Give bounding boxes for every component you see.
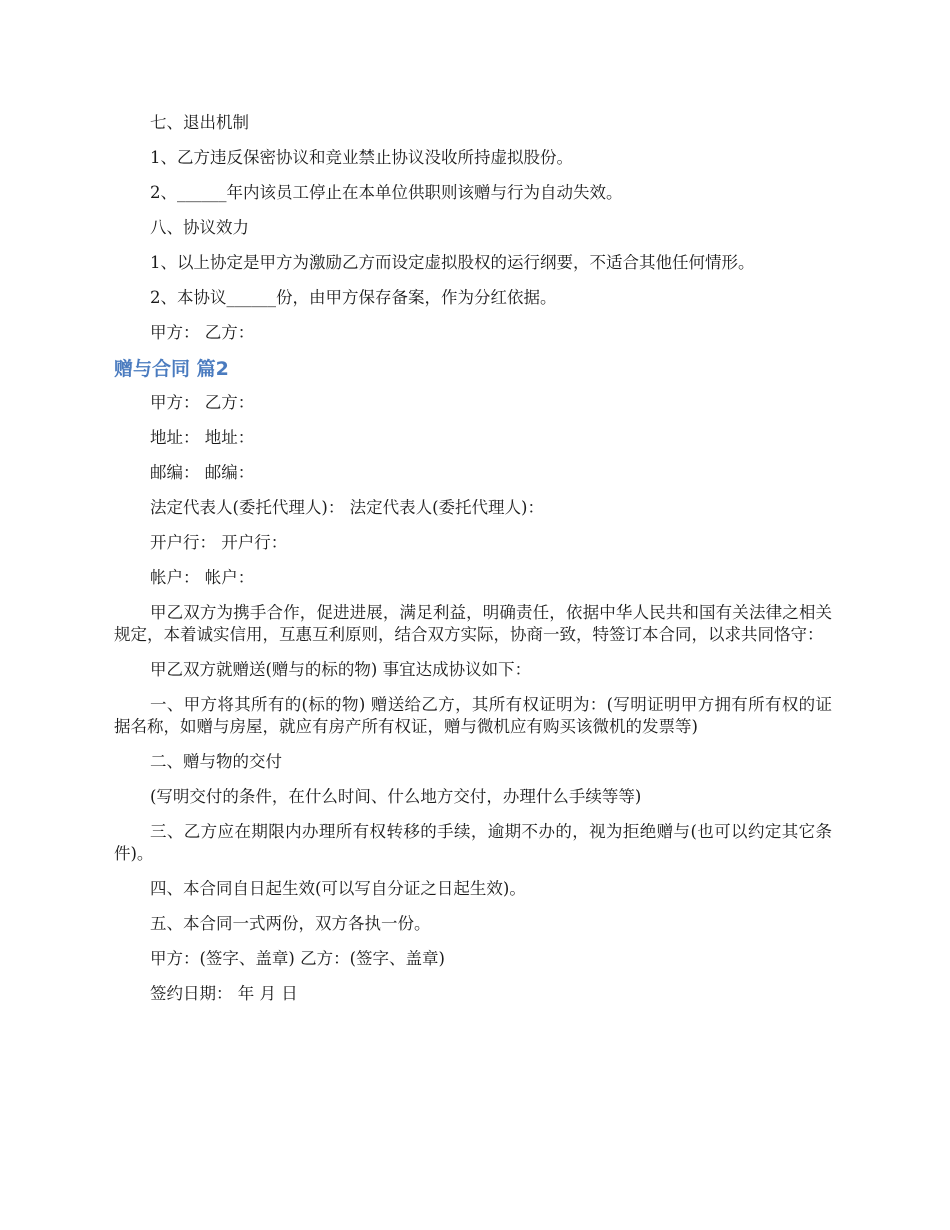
- validity-clause-2: 2、本协议______份，由甲方保存备案，作为分红依据。: [150, 288, 557, 307]
- validity-clause-1: 1、以上协定是甲方为激励乙方而设定虚拟股权的运行纲要，不适合其他任何情形。: [150, 253, 755, 272]
- account-line: 帐户： 帐户：: [150, 568, 255, 587]
- party-line: 甲方： 乙方：: [150, 393, 255, 412]
- clause-1: 一、甲方将其所有的(标的物) 赠送给乙方，其所有权证明为：(写明证明甲方拥有所有权的证据名称，如赠与房屋，就应有房产所有权证，赠与微机应有购买该微机的发票等): [114, 695, 832, 736]
- preamble-paragraph: 甲乙双方为携手合作，促进进展，满足利益，明确责任，依据中华人民共和国有关法律之相关规定，本着诚实信用，互惠互利原则，结合双方实际，协商一致，特签订本合同，以求共同恪守：: [114, 603, 832, 644]
- exit-mechanism-heading: 七、退出机制: [150, 113, 249, 132]
- exit-clause-1: 1、乙方违反保密协议和竞业禁止协议没收所持虚拟股份。: [150, 148, 573, 167]
- postcode-line: 邮编： 邮编：: [150, 463, 255, 482]
- exit-clause-2: 2、______年内该员工停止在本单位供职则该赠与行为自动失效。: [150, 183, 623, 202]
- signature-line: 甲方：(签字、盖章) 乙方：(签字、盖章): [150, 949, 445, 968]
- validity-heading: 八、协议效力: [150, 218, 249, 237]
- legal-representative-line: 法定代表人(委托代理人)： 法定代表人(委托代理人)：: [150, 498, 544, 517]
- document-body: [114, 112, 832, 1005]
- signature-line-part1: 甲方： 乙方：: [150, 323, 255, 342]
- clause-3: 三、乙方应在期限内办理所有权转移的手续，逾期不办的，视为拒绝赠与(也可以约定其它条件)。: [114, 822, 832, 863]
- signing-date-line: 签约日期： 年 月 日: [150, 984, 298, 1003]
- clause-4: 四、本合同自日起生效(可以写自分证之日起生效)。: [150, 879, 526, 898]
- address-line: 地址： 地址：: [150, 428, 255, 447]
- bank-line: 开户行： 开户行：: [150, 533, 288, 552]
- clause-2-note: (写明交付的条件，在什么时间、什么地方交付，办理什么手续等等): [150, 787, 642, 806]
- agreement-intro: 甲乙双方就赠送(赠与的标的物) 事宜达成协议如下：: [150, 660, 532, 679]
- clause-2-heading: 二、赠与物的交付: [150, 752, 282, 771]
- clause-5: 五、本合同一式两份，双方各执一份。: [150, 914, 431, 933]
- section-heading: 赠与合同 篇2: [114, 358, 229, 380]
